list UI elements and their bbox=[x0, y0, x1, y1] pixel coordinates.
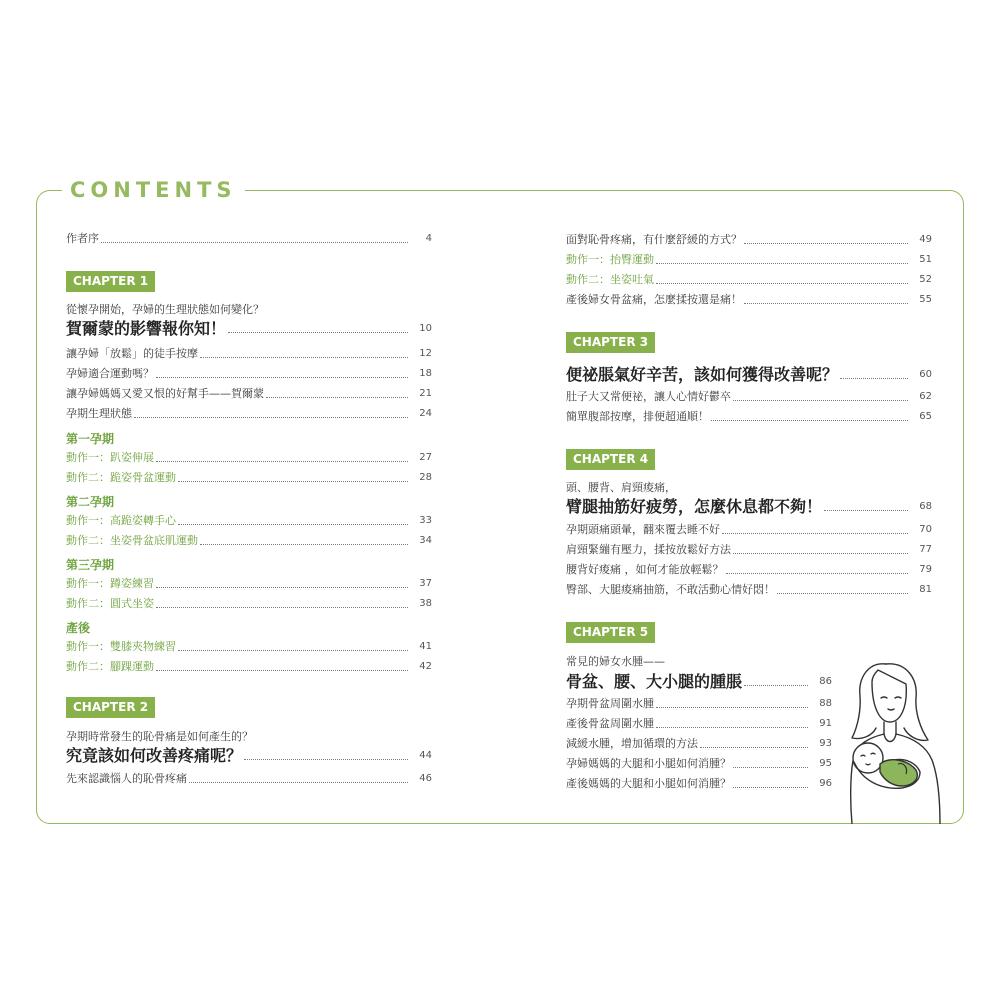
toc-entry[interactable]: 孕婦媽媽的大腿和小腿如何消腫？ 95 bbox=[566, 757, 832, 770]
section-title: 第二孕期 bbox=[66, 495, 115, 509]
chapter-3-label: CHAPTER 3 bbox=[566, 332, 655, 353]
toc-entry[interactable]: 動作二：腳踝運動 42 bbox=[66, 660, 432, 673]
toc-entry[interactable]: 孕期生理狀態 24 bbox=[66, 407, 432, 420]
toc-entry[interactable]: 面對恥骨疼痛，有什麼舒緩的方式？ 49 bbox=[566, 233, 932, 246]
toc-entry[interactable]: 先來認識惱人的恥骨疼痛 46 bbox=[66, 772, 432, 785]
mother-holding-baby-illustration bbox=[828, 652, 958, 824]
chapter-3-heading[interactable]: 便祕脹氣好辛苦，該如何獲得改善呢？ 60 bbox=[566, 365, 932, 384]
toc-entry[interactable]: 動作一：蹲姿練習 37 bbox=[66, 577, 432, 590]
toc-entry-preface[interactable]: 作者序 4 bbox=[66, 232, 432, 245]
toc-entry[interactable]: 動作一：抬臀運動 51 bbox=[566, 253, 932, 266]
section-title: 產後 bbox=[66, 621, 91, 635]
toc-entry[interactable]: 產後骨盆周圍水腫 91 bbox=[566, 717, 832, 730]
section-title: 第三孕期 bbox=[66, 558, 115, 572]
toc-entry[interactable]: 孕期骨盆周圍水腫 88 bbox=[566, 697, 832, 710]
chapter-1-heading-pre: 從懷孕開始，孕婦的生理狀態如何變化？ bbox=[66, 303, 264, 316]
toc-entry[interactable]: 動作一：雙膝夾物練習 41 bbox=[66, 640, 432, 653]
toc-entry[interactable]: 動作二：跪姿骨盆運動 28 bbox=[66, 471, 432, 484]
toc-entry[interactable]: 動作二：坐姿吐氣 52 bbox=[566, 273, 932, 286]
chapter-5-label: CHAPTER 5 bbox=[566, 622, 655, 643]
chapter-1-heading[interactable]: 賀爾蒙的影響報你知！ 10 bbox=[66, 319, 432, 338]
toc-entry[interactable]: 減緩水腫，增加循環的方法 93 bbox=[566, 737, 832, 750]
toc-entry[interactable]: 讓孕婦「放鬆」的徒手按摩 12 bbox=[66, 347, 432, 360]
chapter-4-heading-pre: 頭、腰背、肩頸痠痛， bbox=[566, 481, 676, 494]
toc-entry[interactable]: 動作二：坐姿骨盆底肌運動 34 bbox=[66, 534, 432, 547]
toc-entry[interactable]: 孕婦適合運動嗎？ 18 bbox=[66, 367, 432, 380]
toc-entry[interactable]: 肚子大又常便祕，讓人心情好鬱卒 62 bbox=[566, 390, 932, 403]
toc-entry[interactable]: 臀部、大腿痠痛抽筋，不敢活動心情好悶！ 81 bbox=[566, 583, 932, 596]
chapter-5-heading[interactable]: 骨盆、腰、大小腿的腫脹 86 bbox=[566, 672, 832, 691]
page-title: CONTENTS bbox=[62, 176, 245, 204]
toc-entry[interactable]: 產後媽媽的大腿和小腿如何消腫？ 96 bbox=[566, 777, 832, 790]
chapter-5-heading-pre: 常見的婦女水腫—— bbox=[566, 655, 665, 668]
toc-entry[interactable]: 動作一：趴姿伸展 27 bbox=[66, 451, 432, 464]
chapter-1-label: CHAPTER 1 bbox=[66, 271, 155, 292]
toc-entry[interactable]: 讓孕婦媽媽又愛又恨的好幫手——賀爾蒙 21 bbox=[66, 387, 432, 400]
section-title: 第一孕期 bbox=[66, 432, 115, 446]
chapter-2-label: CHAPTER 2 bbox=[66, 697, 155, 718]
toc-entry[interactable]: 腰背好痠痛 ，如何才能放輕鬆？ 79 bbox=[566, 563, 932, 576]
chapter-2-heading-pre: 孕期時常發生的恥骨痛是如何產生的？ bbox=[66, 730, 253, 743]
toc-entry[interactable]: 孕期頭痛頭暈，翻來覆去睡不好 70 bbox=[566, 523, 932, 536]
chapter-2-heading[interactable]: 究竟該如何改善疼痛呢？ 44 bbox=[66, 746, 432, 765]
chapter-4-label: CHAPTER 4 bbox=[566, 449, 655, 470]
chapter-4-heading[interactable]: 臂腿抽筋好疲勞，怎麼休息都不夠！ 68 bbox=[566, 497, 932, 516]
toc-entry[interactable]: 動作一：高跪姿轉手心 33 bbox=[66, 514, 432, 527]
toc-entry[interactable]: 產後婦女骨盆痛，怎麼揉按還是痛！ 55 bbox=[566, 293, 932, 306]
toc-entry[interactable]: 簡單腹部按摩，排便超通順！ 65 bbox=[566, 410, 932, 423]
toc-entry[interactable]: 動作二：圓式坐姿 38 bbox=[66, 597, 432, 610]
toc-entry[interactable]: 肩頸緊繃有壓力，揉按放鬆好方法 77 bbox=[566, 543, 932, 556]
